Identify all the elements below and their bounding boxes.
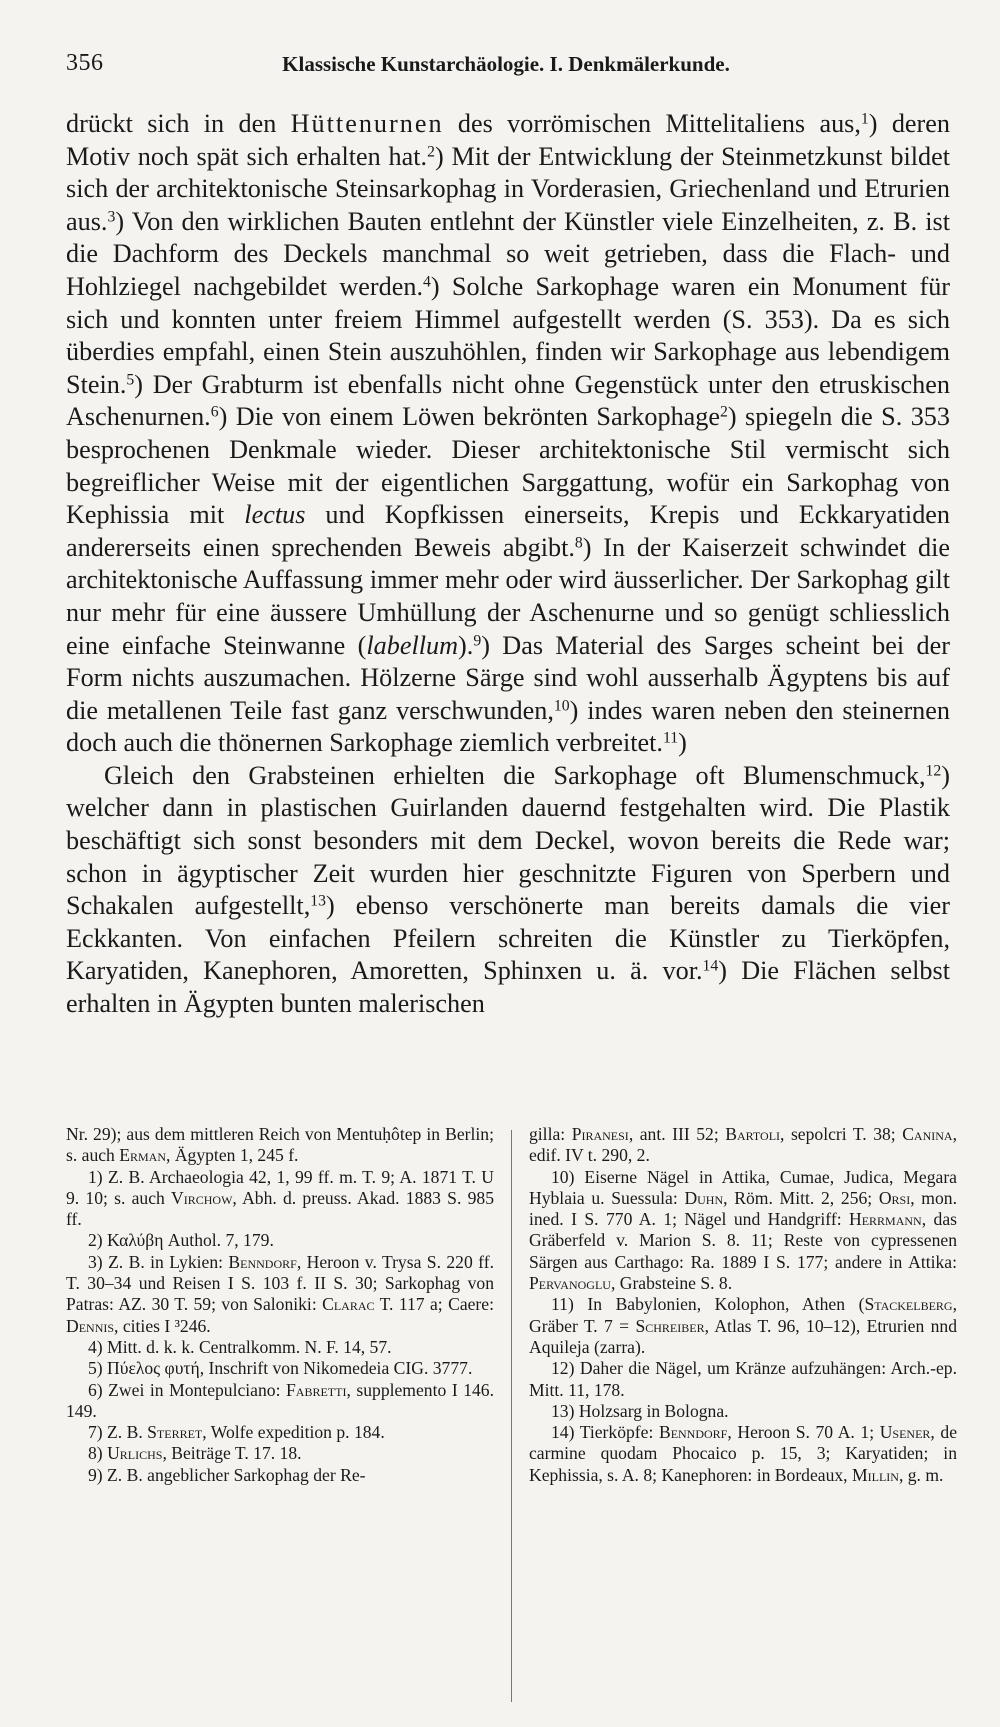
footnote-ref: 12 [925,762,942,780]
footnote-ref: 3 [107,208,116,226]
paragraph-1: drückt sich in den Hüttenurnen des vorrömischen Mittelitaliens aus,$^1$) deren Motiv noch spät sich erhalten hat.$^2$) Mit der Entwicklung der Steinmetzkunst bildet sich der architektonische Steinsarkophag in Vorderasien, Griechenland und Etrurien aus.$^3$) Von den wirklichen Bauten entlehnt der Künstler viele Einzelheiten, z. B. ist die Dachform des Deckels manchmal so weit getrieben, dass die Flach- und Hohlziegel nachgebildet werden.$^4$) Solche Sarkophage waren ein Monument für sich und konnten unter freiem Himmel aufgestellt werden (S. 353). Da es sich überdies empfahl, einen Stein auszuhöhlen, finden wir Sarkophage aus lebendigem Stein.$^5$) Der Grabturm ist ebenfalls nicht ohne Gegenstück unter den etruskischen Aschenurnen.$^6$) Die von einem Löwen bekrönten Sarkophage$^2$) spiegeln die S. 353 besprochenen Denkmale wieder. Dieser architektonische Stil vermischt sich begreiflicher Weise mit der eigentlichen Sarggattung, wofür ein Sarkophag von Kephissia mit lectus und Kopfkissen einerseits, Krepis und Eckkaryatiden andererseits einen sprechenden Beweis abgibt.$^8$) In der Kaiserzeit schwindet die architektonische Auffassung immer mehr oder wird äusserlicher. Der Sarkophag gilt nur mehr für eine äussere Umhüllung der Aschenurne und so genügt schliesslich eine einfache Steinwanne (labellum).$^9$) Das Material des Sarges scheint bei der Form nichts auszumachen. Hölzerne Särge sind wohl ausserhalb Ägyptens bis auf die metallenen Teile fast ganz verschwunden,$^{10}$) indes waren neben den steinernen doch auch die thönernen Sarkophage ziemlich verbreitet.$^{11}$) [66,109,951,758]
footnote: 7) Z. B. Sterret, Wolfe expedition p. 184. [88,1422,385,1443]
footnote: gilla: Piranesi, ant. III 52; Bartoli, sepolcri T. 38; Canina, edif. IV t. 290, 2. [529,1124,957,1166]
page-header [66,50,946,82]
footnote: 2) Καλύβη Authol. 7, 179. [88,1230,274,1251]
footnotes [66,1124,958,1714]
footnote-ref: 14 [702,957,719,975]
running-head: Klassische Kunstarchäologie. I. Denkmälerkunde. [282,52,730,76]
footnote: 1) Z. B. Archaeologia 42, 1, 99 ff. m. T. 9; A. 1871 T. U 9. 10; s. auch Virchow, Abh. d. preuss. Akad. 1883 S. 985 ff. [66,1166,494,1230]
footnote: Nr. 29); aus dem mittleren Reich von Mentuḥôtep in Berlin; s. auch Erman, Ägypten 1, 245 f. [66,1124,494,1166]
footnote-ref: 9 [473,631,482,649]
footnote-ref: 2 [427,142,435,160]
footnote: 4) Mitt. d. k. k. Centralkomm. N. F. 14, 57. [88,1336,392,1357]
footnote: 8) Urlichs, Beiträge T. 17. 18. [88,1443,302,1464]
footnote-ref: 6 [210,403,219,421]
footnote-ref: 11 [662,729,679,747]
column-divider [511,1130,512,1702]
footnote: 3) Z. B. in Lykien: Benndorf, Heroon v. Trysa S. 220 ff. T. 30–34 und Reisen I S. 103 f. II S. 30; Sarkophag von Patras: AZ. 30 T. 59; von Saloniki: Clarac T. 117 a; Caere: Dennis, cities I ³246. [66,1251,494,1336]
footnote-ref: 8 [574,534,583,552]
footnote-ref: 1 [860,110,869,128]
footnote: 12) Daher die Nägel, um Kränze aufzuhängen: Arch.-ep. Mitt. 11, 178. [529,1358,957,1400]
footnotes-left-column [66,1124,494,1486]
paragraph-2: Gleich den Grabsteinen erhielten die Sarkophage oft Blumenschmuck,$^{12}$) welcher dann in plastischen Guirlanden dauernd festgehalten wird. Die Plastik beschäftigt sich sonst besonders mit dem Deckel, wovon bereits die Rede war; schon in ägyptischer Zeit wurden hier geschnitzte Figuren von Sperbern und Schakalen aufgestellt,$^{13}$) ebenso verschönerte man bereits damals die vier Eckkanten. Von einfachen Pfeilern schreiten die Künstler zu Tierköpfen, Karyatiden, Kanephoren, Amoretten, Sphinxen u. ä. vor.$^{14}$) Die Flächen selbst erhalten in Ägypten bunten malerischen [66,760,950,1019]
footnote-ref: 4 [423,273,431,291]
footnote: 10) Eiserne Nägel in Attika, Cumae, Judica, Megara Hyblaia u. Suessula: Duhn, Röm. Mitt. 2, 256; Orsi, mon. ined. I S. 770 A. 1; Nägel und Handgriff: Herrmann, das Gräberfeld v. Marion S. 8. 11; Reste von cypressenen Särgen aus Carthago: Ra. 1889 I S. 177; andere in Attika: Pervanoglu, Grabsteine S. 8. [529,1166,957,1294]
footnote: 13) Holzsarg in Bologna. [551,1400,729,1421]
footnote: 6) Zwei in Montepulciano: Fabretti, supplemento I 146. 149. [66,1379,494,1421]
footnote-ref: 13 [310,892,326,910]
footnote: 14) Tierköpfe: Benndorf, Heroon S. 70 A. 1; Usener, de carmine quodam Phocaico p. 15, 3; Karyatiden; in Kephissia, s. A. 8; Kanephoren: in Bordeaux, Millin, g. m. [529,1422,958,1485]
footnote: 5) Πύελος φυτή, Inschrift von Nikomedeia CIG. 3777. [88,1358,473,1379]
footnote-ref: 5 [126,371,135,389]
footnote: 11) In Babylonien, Kolophon, Athen (Stackelberg, Gräber T. 7 = Schreiber, Atlas T. 96, 10–12), Etrurien nnd Aquileja (zarra). [529,1294,957,1357]
page-number: 356 [66,50,104,76]
footnote: 9) Z. B. angeblicher Sarkophag der Re- [88,1464,366,1485]
footnotes-right-column [529,1124,957,1486]
footnote-ref: 10 [553,697,570,715]
footnote-ref: 2 [720,403,728,421]
main-text [66,108,950,1021]
